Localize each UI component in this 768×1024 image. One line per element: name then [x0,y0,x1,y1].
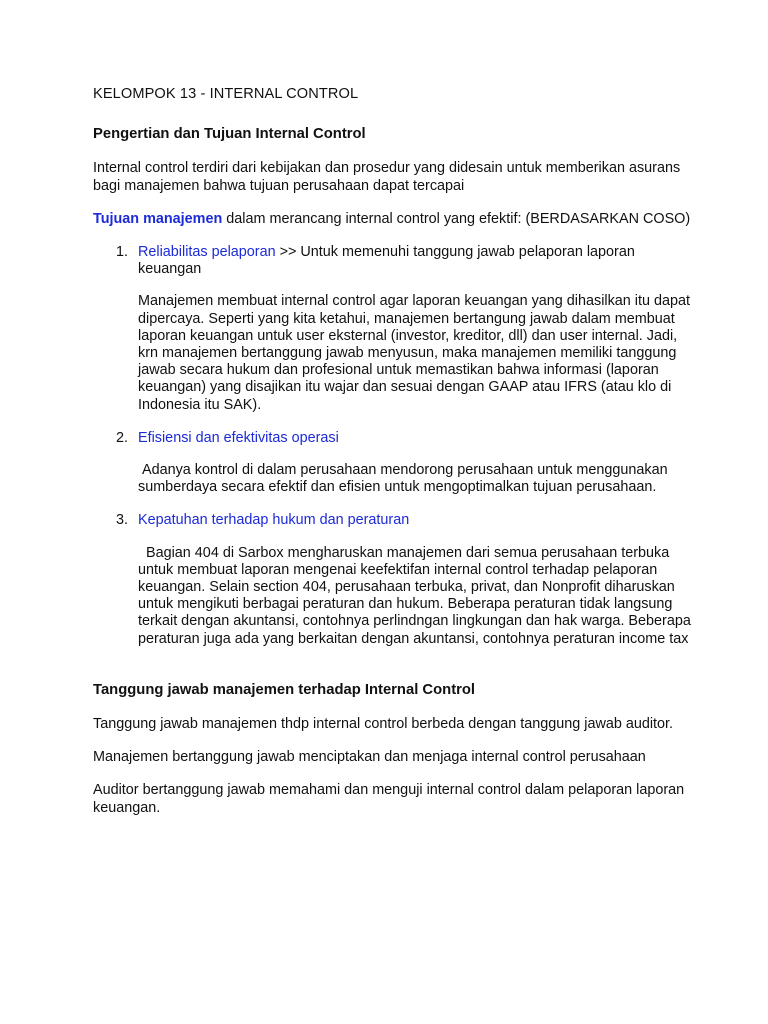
responsibility-paragraph: Tanggung jawab manajemen thdp internal control berbeda dengan tanggung jawab auditor. [93,716,674,733]
objectives-text: dalam merancang internal control yang efektif: (BERDASARKAN COSO) [222,210,691,227]
list-number: 2. [116,429,129,446]
objectives-paragraph [93,211,693,228]
responsibility-paragraph: Auditor bertanggung jawab memahami dan menguji internal control dalam pelaporan laporan keuangan. [93,782,685,816]
item-label: Efisiensi dan efektivitas operasi [138,429,339,446]
list-number: 3. [116,512,129,529]
list-item-body: Manajemen membuat internal control agar laporan keuangan yang dihasilkan itu dapat dipercaya. Seperti yang kita ketahui, manajemen bertangung jawab dalam membuat laporan keuangan untuk user eksternal (investor, kreditor, dll) dan user internal. Jadi, krn manajemen bertanggung jawab menyusun, maka manajemen memiliki tanggung jawab secara hukum dan profesional untuk memastikan bahwa informasi (laporan keuangan) yang disajikan itu wajar dan sesuai dengan GAAP atau IFRS (atau klo di Indonesia itu SAK). [138,293,690,413]
section-heading-definition: Pengertian dan Tujuan Internal Control [93,126,366,143]
document-page [93,86,693,817]
list-item-reliability [93,244,693,414]
list-item-body: Bagian 404 di Sarbox mengharuskan manajemen dari semua perusahaan terbuka untuk membuat laporan mengenai keefektifan internal control terhadap pelaporan keuangan. Selain section 404, perusahaan terbuka, privat, dan Nonprofit diharuskan untuk mengikuti berbagai peraturan dan hukum. Beberapa peraturan tidak langsung terkait dengan akuntansi, contohnya perlindngan lingkungan dan hak warga. Beberapa peraturan juga ada yang berkaitan dengan akuntansi, contohnya peraturan income tax [138,544,695,647]
responsibility-paragraph: Manajemen bertanggung jawab menciptakan dan menjaga internal control perusahaan [93,749,646,766]
list-item-title [138,430,693,447]
list-number: 1. [116,244,129,261]
list-item-compliance [93,512,693,647]
list-item-body: Adanya kontrol di dalam perusahaan mendorong perusahaan untuk menggunakan sumberdaya secara efektif dan efisien untuk mengoptimalkan tujuan perusahaan. [138,462,672,496]
document-title: KELOMPOK 13 - INTERNAL CONTROL [93,86,359,102]
objectives-list [93,244,693,648]
item-label: Kepatuhan terhadap hukum dan peraturan [138,512,410,529]
list-item-title [138,512,693,529]
item-label-suffix: >> Untuk memenuhi tanggung jawab pelaporan laporan keuangan [138,244,635,278]
item-label: Reliabilitas pelaporan [138,244,276,261]
list-item-title [138,244,693,278]
section-heading-responsibility: Tanggung jawab manajemen terhadap Internal Control [93,681,476,698]
intro-paragraph: Internal control terdiri dari kebijakan dan prosedur yang didesain untuk memberikan asurans bagi manajemen bahwa tujuan perusahaan dapat tercapai [93,160,681,194]
list-item-efficiency [93,430,693,497]
objectives-label: Tujuan manajemen [93,210,223,227]
